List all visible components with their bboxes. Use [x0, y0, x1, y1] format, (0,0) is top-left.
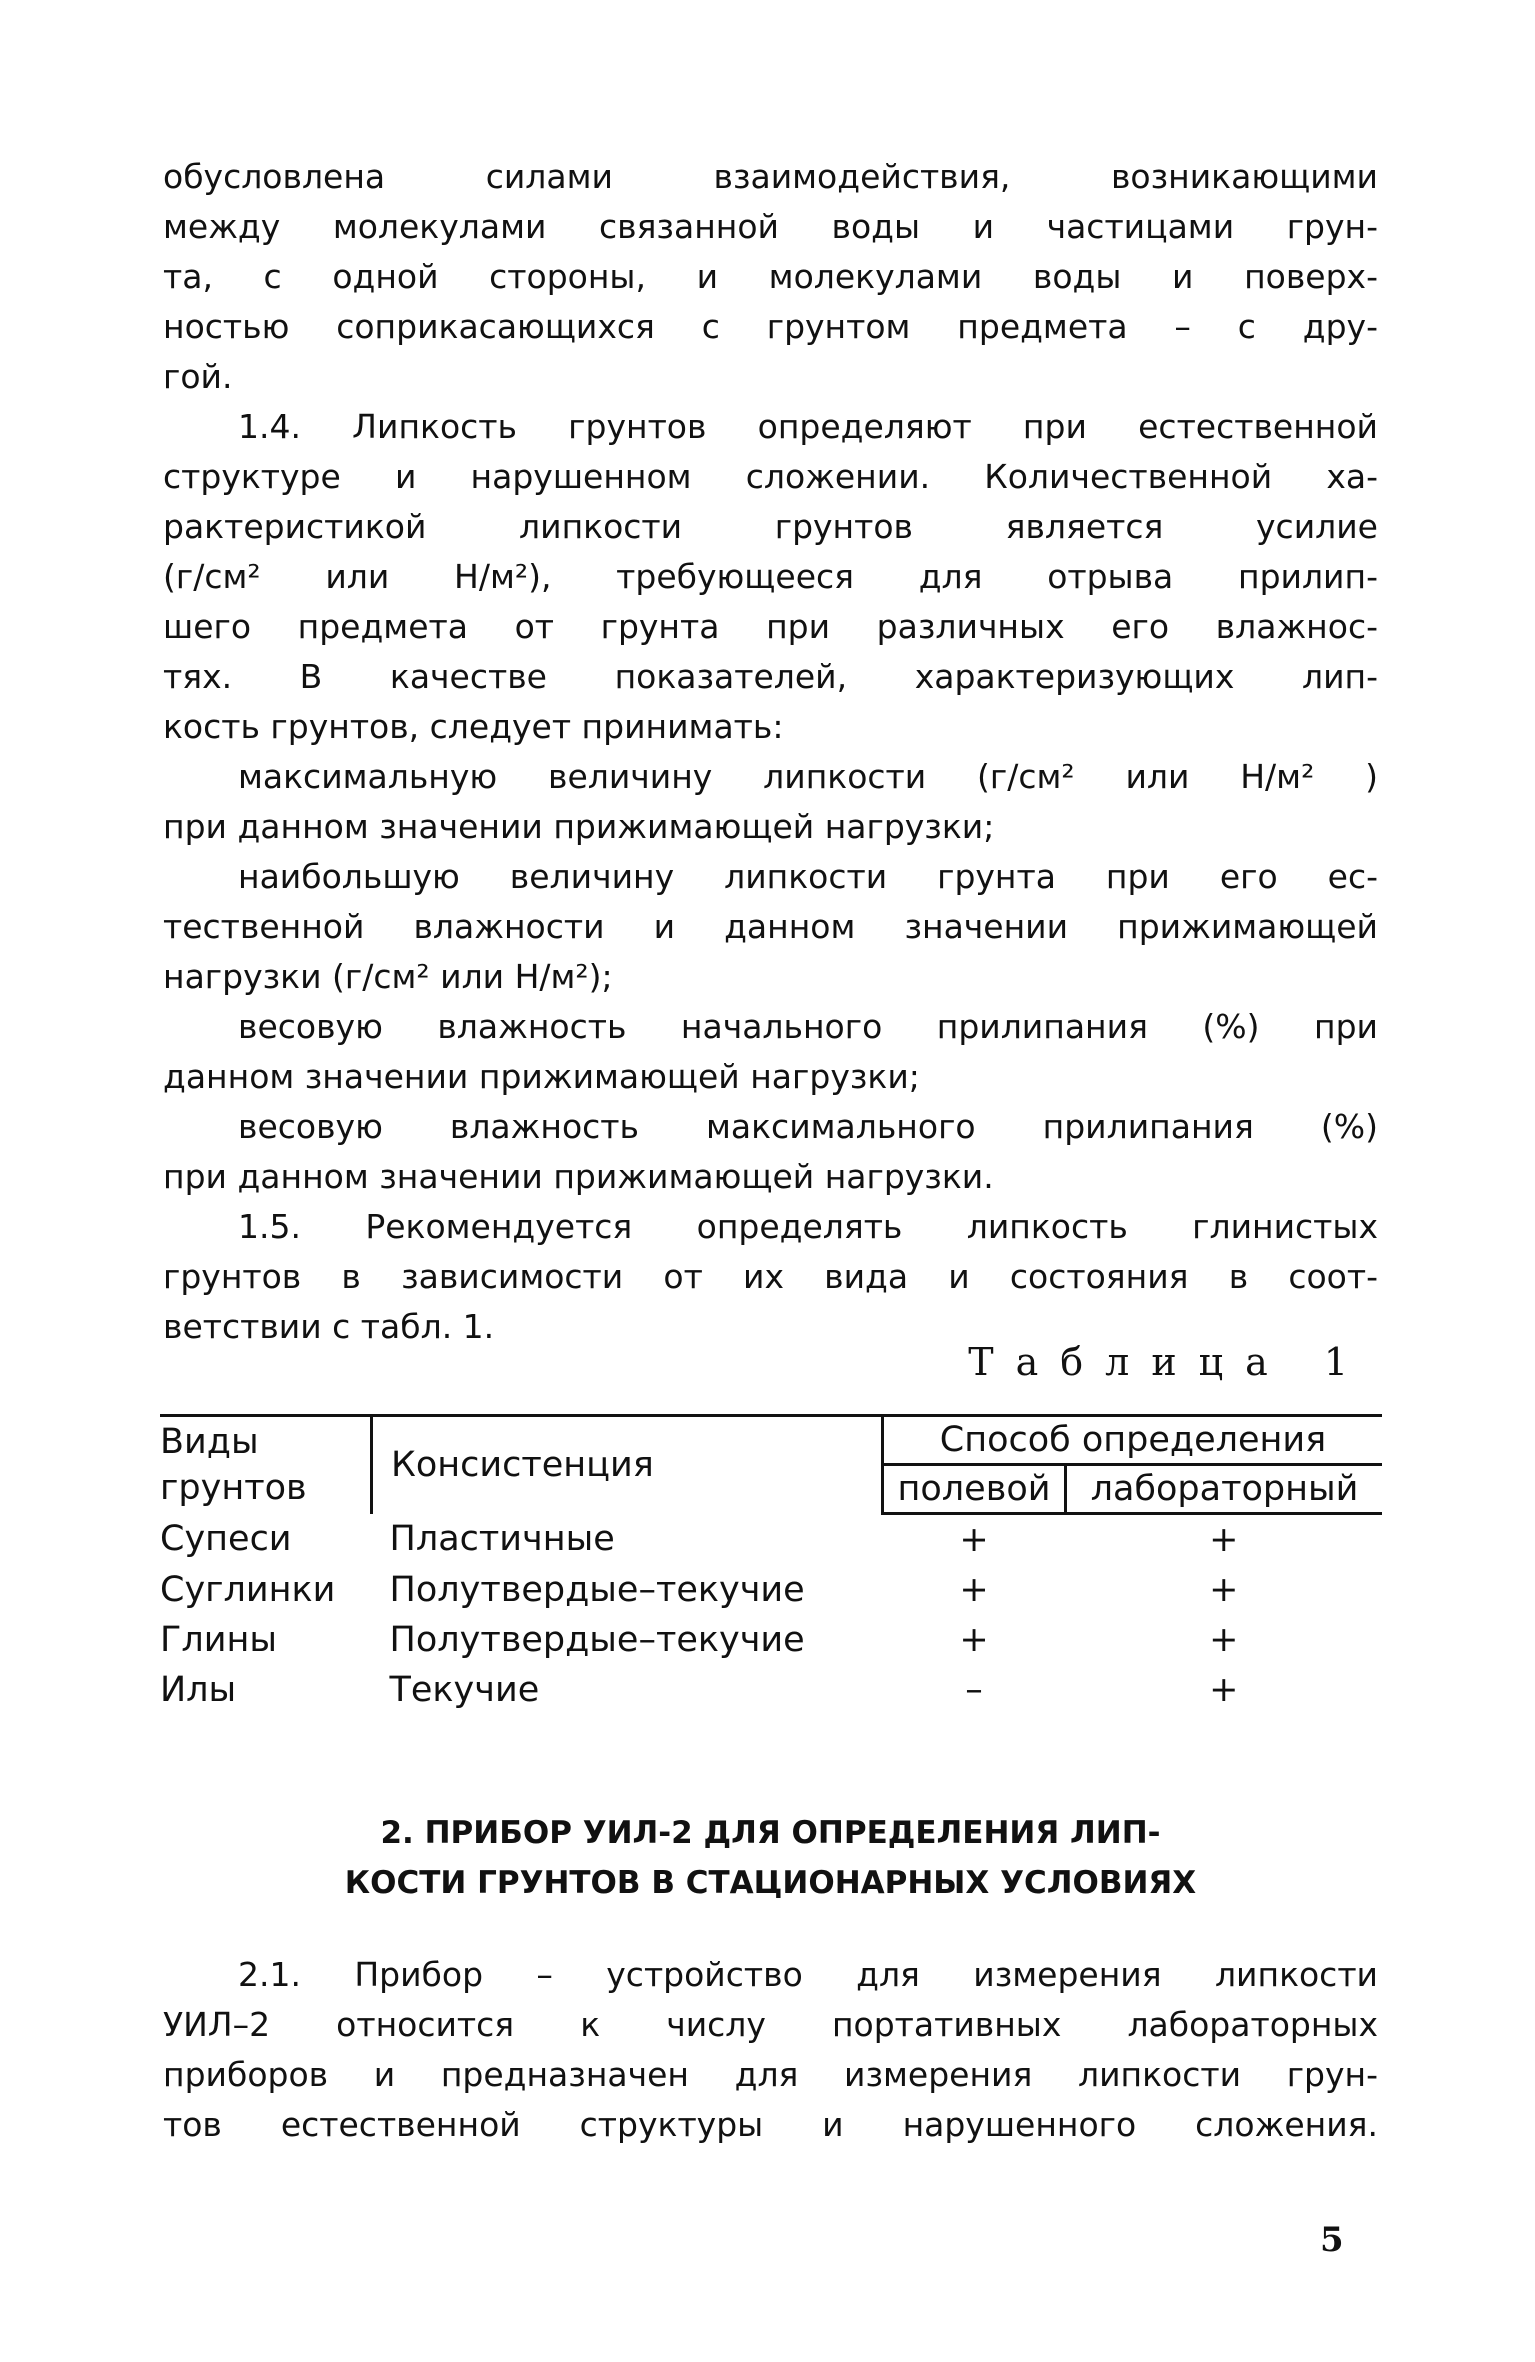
section-heading — [163, 1808, 1378, 1908]
paragraph-continuation — [163, 152, 1378, 402]
text-line: весовую влажность начального прилипания (%) при — [238, 1007, 1378, 1046]
cell-soil: Суглинки — [160, 1570, 336, 1610]
body-text-bottom — [163, 1950, 1378, 2150]
text-line: при данном значении прижимающей нагрузки; — [163, 807, 995, 846]
table-row — [160, 1565, 1382, 1615]
text-line: тественной влажности и данном значении прижимающей — [163, 907, 1378, 946]
cell-consistency: Полутвердые–текучие — [389, 1620, 805, 1660]
text-line: при данном значении прижимающей нагрузки. — [163, 1157, 994, 1196]
section-heading-line: 2. ПРИБОР УИЛ-2 ДЛЯ ОПРЕДЕЛЕНИЯ ЛИП- — [380, 1815, 1161, 1851]
text-line: обусловлена силами взаимодействия, возникающими — [163, 157, 1378, 196]
text-line: весовую влажность максимального прилипания (%) — [238, 1107, 1378, 1146]
text-line: 1.4. Липкость грунтов определяют при естественной — [238, 407, 1378, 446]
text-line: между молекулами связанной воды и частицами грун- — [163, 207, 1378, 246]
text-line: тях. В качестве показателей, характеризующих лип- — [163, 657, 1378, 696]
text-line: шего предмета от грунта при различных его влажнос- — [163, 607, 1378, 646]
text-line: (г/см² или Н/м²), требующееся для отрыва прилип- — [163, 557, 1378, 596]
list-item-initial-adhesion — [163, 1002, 1378, 1102]
text-line: структуре и нарушенном сложении. Количественной ха- — [163, 457, 1378, 496]
cell-soil: Супеси — [160, 1519, 292, 1560]
text-line: приборов и предназначен для измерения липкости грун- — [163, 2055, 1378, 2094]
list-item-max-stickiness — [163, 752, 1378, 852]
text-line: тов естественной структуры и нарушенного сложения. — [163, 2105, 1378, 2144]
cell-field: + — [959, 1620, 989, 1660]
body-text-top — [163, 152, 1378, 1352]
cell-soil: Илы — [160, 1670, 237, 1710]
paragraph-2-1 — [163, 1950, 1378, 2150]
table-row — [160, 1615, 1382, 1665]
text-line: грунтов в зависимости от их вида и состояния в соот- — [163, 1257, 1378, 1296]
cell-consistency: Пластичные — [389, 1519, 615, 1560]
section-heading-line: КОСТИ ГРУНТОВ В СТАЦИОНАРНЫХ УСЛОВИЯХ — [344, 1865, 1197, 1901]
cell-field: – — [965, 1670, 983, 1710]
text-line: рактеристикой липкости грунтов является усилие — [163, 507, 1378, 546]
cell-consistency: Полутвердые–текучие — [389, 1570, 805, 1610]
cell-field: + — [959, 1520, 989, 1560]
header-lab: лабораторный — [1066, 1465, 1383, 1514]
cell-lab: + — [1209, 1520, 1239, 1560]
soil-stickiness-table — [160, 1414, 1382, 1715]
cell-field: + — [959, 1570, 989, 1610]
cell-consistency: Текучие — [389, 1670, 540, 1710]
text-line: кость грунтов, следует принимать: — [163, 707, 784, 746]
text-line: ветствии с табл. 1. — [163, 1307, 495, 1346]
paragraph-1-4 — [163, 402, 1378, 752]
table-caption: Таблица 1 — [968, 1340, 1370, 1384]
header-field: полевой — [883, 1465, 1066, 1514]
cell-lab: + — [1209, 1670, 1239, 1710]
list-item-natural-moisture — [163, 852, 1378, 1002]
header-consistency: Консистенция — [372, 1416, 883, 1514]
text-line: 1.5. Рекомендуется определять липкость глинистых — [238, 1207, 1378, 1246]
page-number: 5 — [1320, 2220, 1344, 2260]
header-method: Способ определения — [883, 1416, 1383, 1465]
text-line: ностью соприкасающихся с грунтом предмета – с дру- — [163, 307, 1378, 346]
text-line: данном значении прижимающей нагрузки; — [163, 1057, 920, 1096]
cell-soil: Глины — [160, 1620, 277, 1660]
paragraph-1-5 — [163, 1202, 1378, 1352]
cell-lab: + — [1209, 1570, 1239, 1610]
text-line: УИЛ–2 относится к числу портативных лабораторных — [163, 2005, 1378, 2044]
text-line: максимальную величину липкости (г/см² или Н/м² ) — [238, 757, 1378, 796]
text-line: 2.1. Прибор – устройство для измерения липкости — [238, 1955, 1378, 1994]
header-soil-type: Виды грунтов — [160, 1416, 372, 1514]
table-row — [160, 1665, 1382, 1715]
text-line: гой. — [163, 357, 233, 396]
list-item-max-adhesion — [163, 1102, 1378, 1202]
text-line: нагрузки (г/см² или Н/м²); — [163, 957, 613, 996]
table-row — [160, 1514, 1382, 1566]
text-line: та, с одной стороны, и молекулами воды и поверх- — [163, 257, 1378, 296]
text-line: наибольшую величину липкости грунта при его ес- — [238, 857, 1378, 896]
cell-lab: + — [1209, 1620, 1239, 1660]
